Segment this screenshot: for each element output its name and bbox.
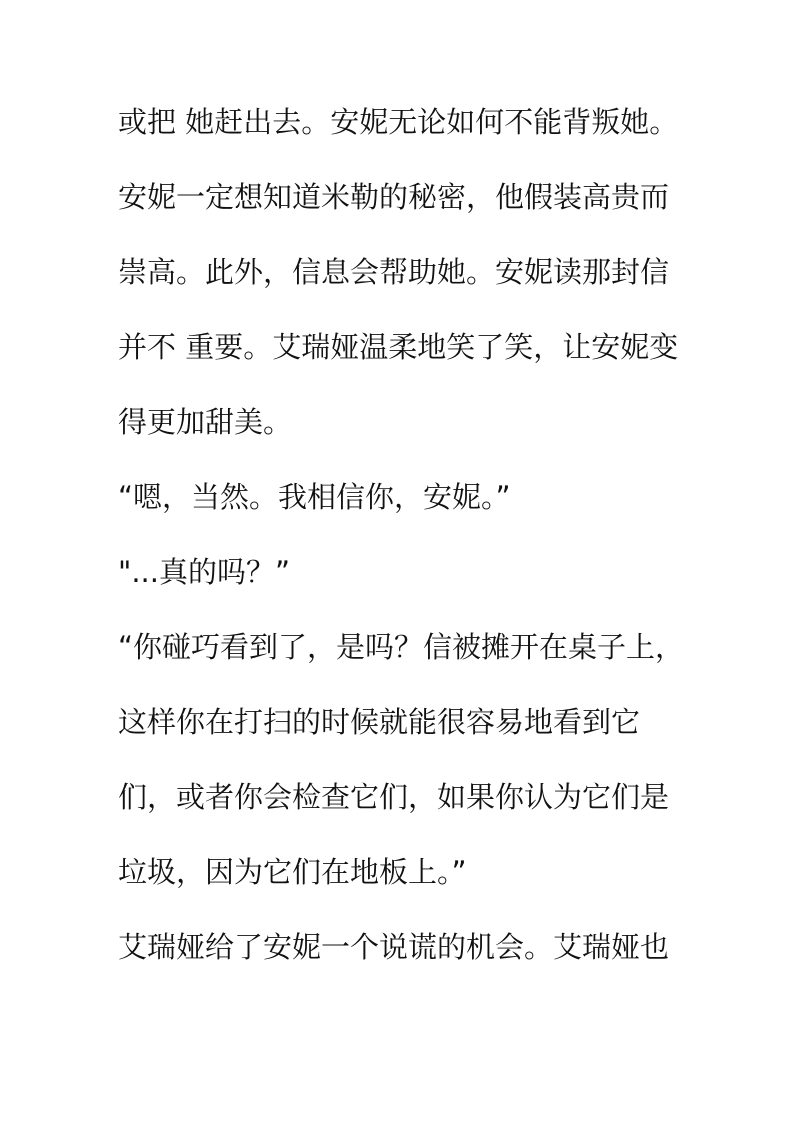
text-line: 艾瑞娅给了安妮一个说谎的机会。艾瑞娅也 — [118, 930, 670, 964]
text-line: 并不 重要。艾瑞娅温柔地笑了笑，让安妮变 — [118, 330, 679, 364]
text-line: "...真的吗？” — [118, 555, 291, 589]
text-line: 崇高。此外，信息会帮助她。安妮读那封信 — [118, 255, 670, 289]
text-line: 们，或者你会检查它们，如果你认为它们是 — [118, 780, 670, 814]
text-line: 这样你在打扫的时候就能很容易地看到它 — [118, 705, 641, 739]
text-line: 安妮一定想知道米勒的秘密，他假装高贵而 — [118, 180, 670, 214]
text-line: “你碰巧看到了，是吗？信被摊开在桌子上， — [118, 630, 685, 664]
text-line: 或把 她赶出去。安妮无论如何不能背叛她。 — [118, 105, 679, 139]
text-line: 垃圾，因为它们在地板上。” — [118, 855, 467, 889]
text-line: 得更加甜美。 — [118, 405, 293, 439]
text-line: “嗯，当然。我相信你，安妮。” — [118, 480, 511, 514]
